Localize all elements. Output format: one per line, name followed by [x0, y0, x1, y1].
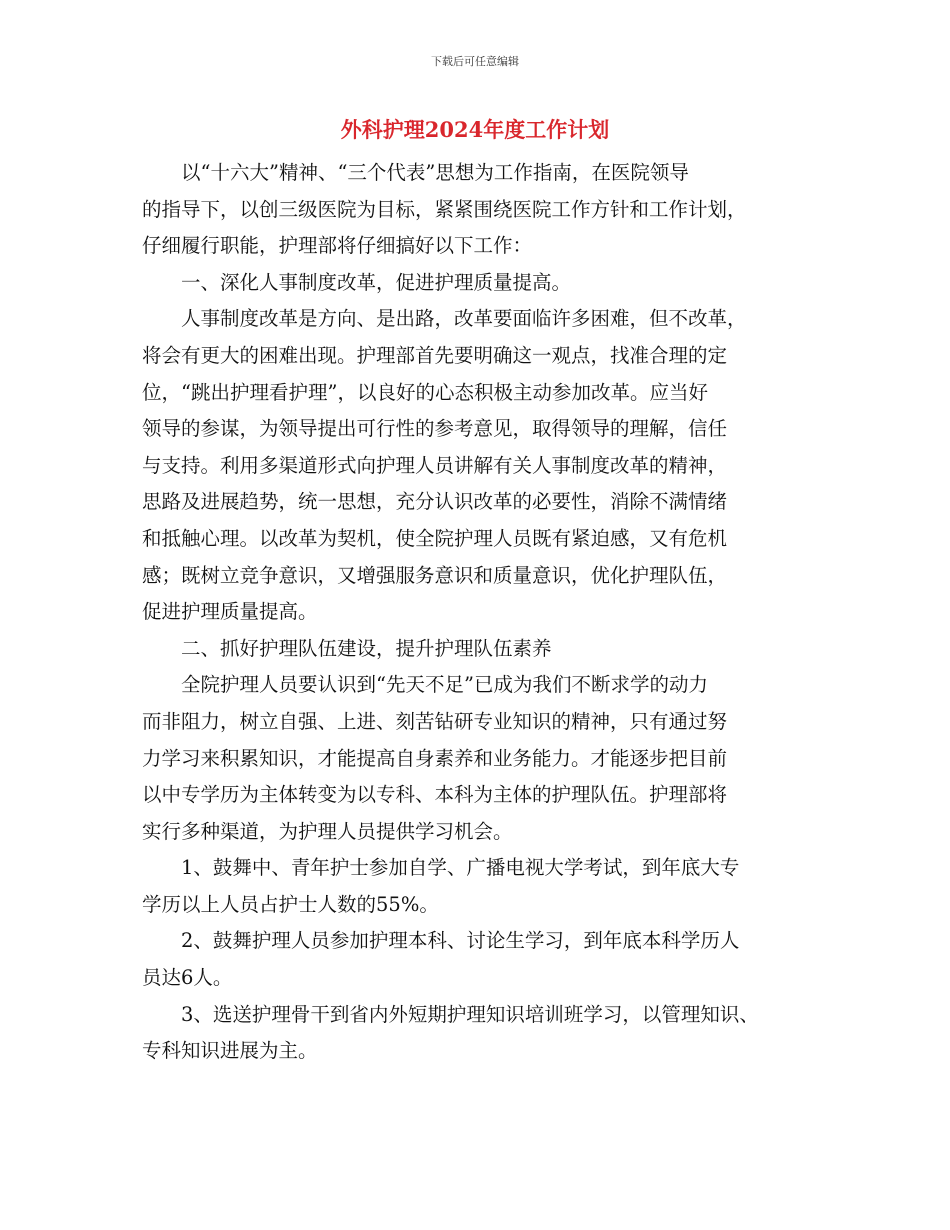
paragraph-line: 人事制度改革是方向、是出路，改革要面临许多困难，但不改革，: [181, 307, 747, 331]
paragraph-line: 的指导下，以创三级医院为目标，紧紧围绕医院工作方针和工作计划，: [142, 197, 747, 221]
paragraph-line: 促进护理质量提高。: [142, 600, 318, 624]
list-item-line: 员达6人。: [142, 966, 233, 990]
paragraph-line: 仔细履行职能，护理部将仔细搞好以下工作：: [142, 234, 533, 258]
list-item-line: 学历以上人员占护士人数的55%。: [142, 892, 439, 916]
list-item-line: 专科知识进展为主。: [142, 1039, 318, 1063]
paragraph-line: 领导的参谋，为领导提出可行性的参考意见，取得领导的理解，信任: [142, 417, 728, 441]
paragraph-line: 与支持。利用多渠道形式向护理人员讲解有关人事制度改革的精神，: [142, 453, 728, 477]
paragraph-line: 力学习来积累知识，才能提高自身素养和业务能力。才能逐步把目前: [142, 746, 728, 770]
paragraph-line: 将会有更大的困难出现。护理部首先要明确这一观点，找准合理的定: [142, 343, 728, 367]
paragraph-line: 全院护理人员要认识到“先天不足”已成为我们不断求学的动力: [181, 673, 708, 697]
paragraph-line: 以中专学历为主体转变为以专科、本科为主体的护理队伍。护理部将: [142, 783, 728, 807]
header-note: 下载后可任意编辑: [431, 55, 519, 68]
paragraph-line: 实行多种渠道，为护理人员提供学习机会。: [142, 819, 513, 843]
section-heading: 一、深化人事制度改革，促进护理质量提高。: [181, 270, 572, 294]
document-title: 外科护理2024年度工作计划: [340, 117, 610, 142]
list-item-line: 2、鼓舞护理人员参加护理本科、讨论生学习，到年底本科学历人: [181, 929, 740, 953]
paragraph-line: 而非阻力，树立自强、上进、刻苦钻研专业知识的精神，只有通过努: [142, 709, 728, 733]
document-body: [142, 155, 822, 1070]
paragraph-line: 思路及进展趋势，统一思想，充分认识改革的必要性，消除不满情绪: [142, 490, 728, 514]
paragraph-line: 感；既树立竞争意识，又增强服务意识和质量意识，优化护理队伍，: [142, 563, 728, 587]
paragraph-line: 和抵触心理。以改革为契机，使全院护理人员既有紧迫感，又有危机: [142, 526, 728, 550]
paragraph-line: 以“十六大”精神、“三个代表”思想为工作指南，在医院领导: [181, 161, 689, 184]
list-item-line: 3、选送护理骨干到省内外短期护理知识培训班学习，以管理知识、: [181, 1002, 759, 1026]
section-heading: 二、抓好护理队伍建设，提升护理队伍素养: [181, 636, 552, 660]
paragraph-line: 位，“跳出护理看护理”，以良好的心态积极主动参加改革。应当好: [142, 380, 708, 404]
list-item-line: 1、鼓舞中、青年护士参加自学、广播电视大学考试，到年底大专: [181, 856, 740, 880]
